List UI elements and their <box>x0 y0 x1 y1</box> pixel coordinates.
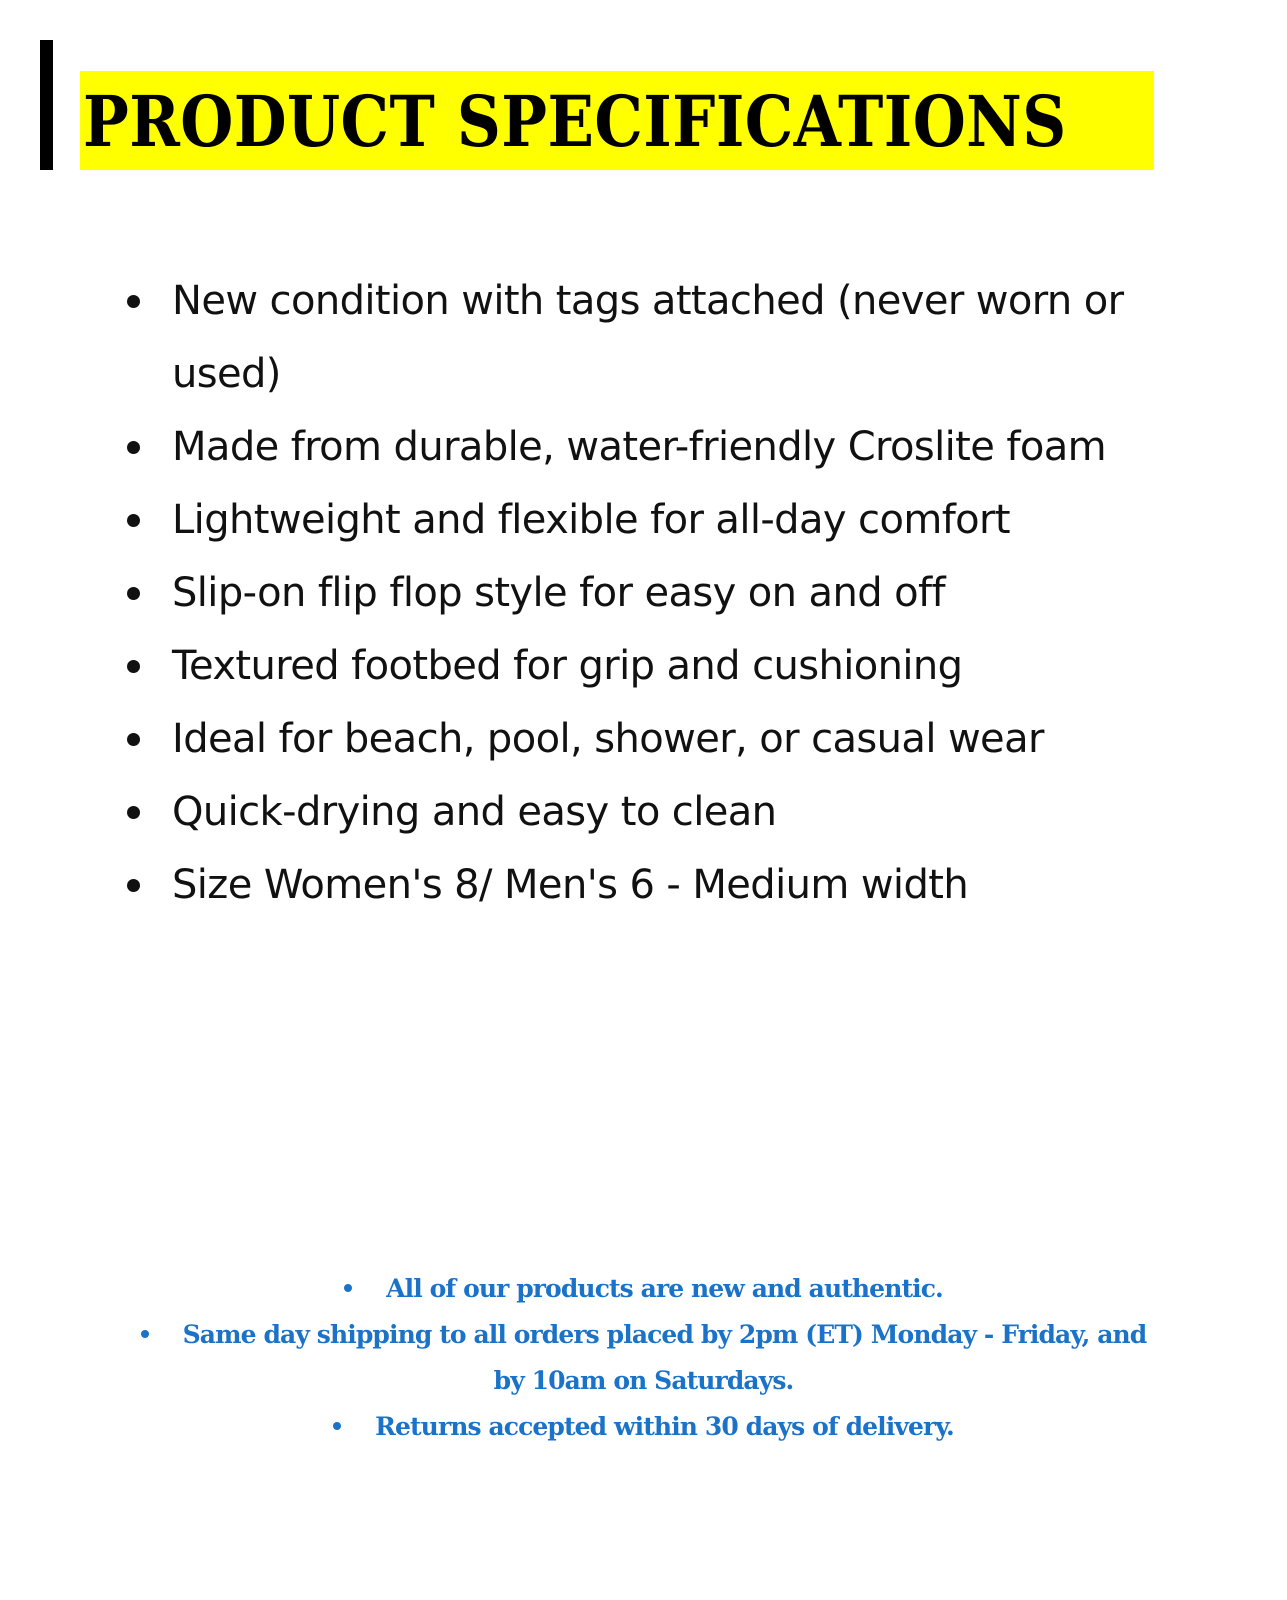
spec-item <box>0 265 1182 411</box>
policy-authentic <box>0 1266 1287 1312</box>
spec-text: New condition with tags attached (never worn or used) <box>172 278 1124 397</box>
bullet-icon <box>127 879 140 892</box>
spec-text: Slip-on flip flop style for easy on and off <box>172 570 945 616</box>
spec-text: Made from durable, water-friendly Croslite foam <box>172 424 1106 470</box>
bullet-icon <box>141 1330 149 1338</box>
spec-item <box>0 557 1182 630</box>
bullet-icon <box>127 514 140 527</box>
policy-text: All of our products are new and authentic. <box>386 1274 943 1303</box>
bullet-icon <box>127 733 140 746</box>
bullet-icon <box>127 441 140 454</box>
policy-text: Same day shipping to all orders placed by 2pm (ET) Monday - Friday, and <box>182 1320 1147 1349</box>
bullet-icon <box>127 587 140 600</box>
spec-item <box>0 411 1182 484</box>
bullet-icon <box>127 660 140 673</box>
spec-list <box>0 265 1287 922</box>
policy-returns <box>0 1404 1287 1450</box>
spec-item <box>0 776 1182 849</box>
policy-text: by 10am on Saturdays. <box>493 1366 794 1395</box>
spec-item <box>0 630 1182 703</box>
store-policies <box>0 1266 1287 1450</box>
spec-text: Textured footbed for grip and cushioning <box>172 643 963 689</box>
bullet-icon <box>127 295 140 308</box>
spec-item <box>0 849 1182 922</box>
policy-shipping-cont <box>0 1358 1287 1404</box>
spec-text: Ideal for beach, pool, shower, or casual wear <box>172 716 1044 762</box>
spec-text: Quick-drying and easy to clean <box>172 789 777 835</box>
policy-shipping <box>0 1312 1287 1358</box>
bullet-icon <box>127 806 140 819</box>
spec-text: Size Women's 8/ Men's 6 - Medium width <box>172 862 969 908</box>
spec-item <box>0 703 1182 776</box>
bullet-icon <box>333 1422 341 1430</box>
page-title: PRODUCT SPECIFICATIONS <box>83 80 1067 163</box>
spec-text: Lightweight and flexible for all-day comfort <box>172 497 1010 543</box>
spec-item <box>0 484 1182 557</box>
title-accent-bar <box>40 40 53 170</box>
policy-text: Returns accepted within 30 days of delivery. <box>375 1412 954 1441</box>
bullet-icon <box>344 1284 352 1292</box>
